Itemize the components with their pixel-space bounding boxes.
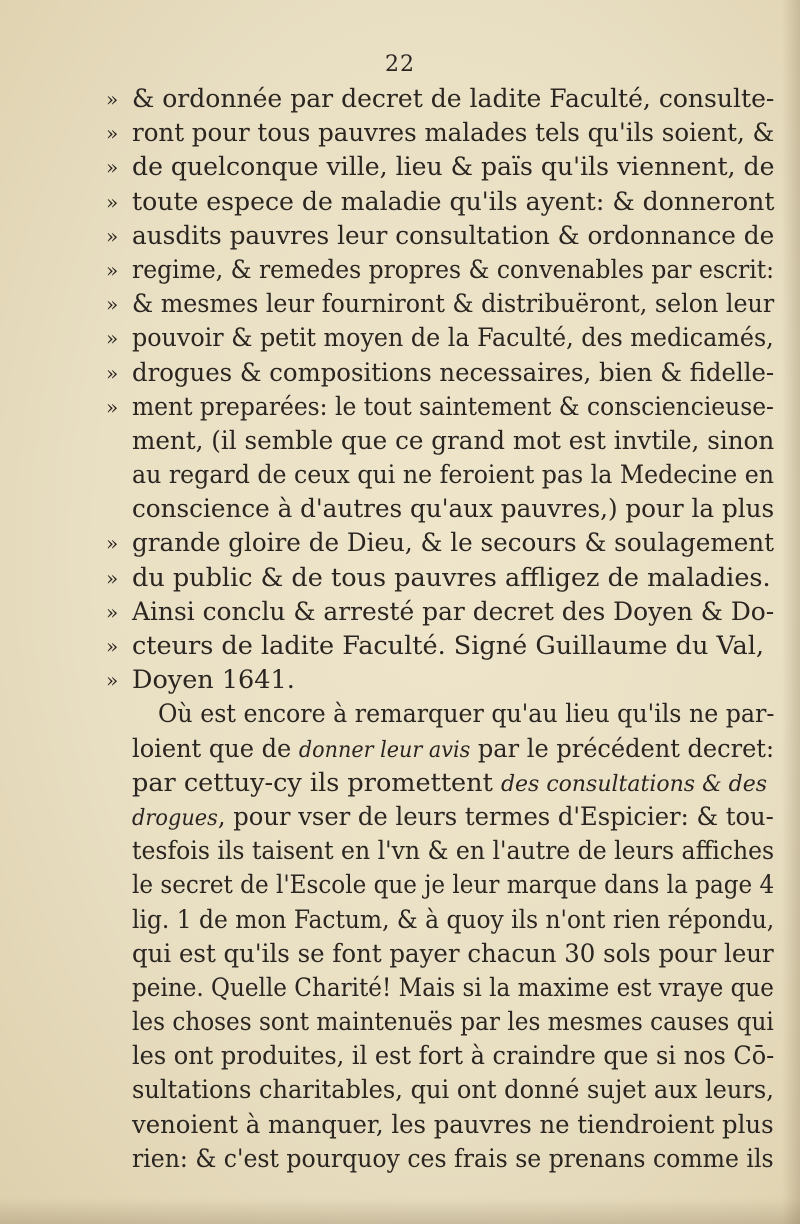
text-line bbox=[106, 390, 776, 424]
text-line bbox=[106, 321, 776, 355]
text-segment: Ainsi conclu & arresté par decret des Doyen & Do- bbox=[132, 596, 775, 627]
text-line bbox=[106, 903, 776, 937]
quotation-mark: » bbox=[106, 292, 119, 317]
text-line bbox=[106, 766, 776, 800]
text-segment: du public & de tous pauvres affligez de maladies. bbox=[132, 562, 771, 593]
quotation-mark: » bbox=[106, 155, 119, 180]
line-text bbox=[132, 492, 774, 526]
italic-phrase: drogues bbox=[132, 805, 218, 831]
text-line bbox=[106, 1142, 776, 1176]
text-segment: rien: & c'est pourquoy ces frais se prenans comme ils bbox=[132, 1143, 774, 1174]
text-line bbox=[106, 971, 776, 1005]
line-text bbox=[132, 1005, 774, 1039]
line-text bbox=[158, 697, 774, 731]
line-text bbox=[132, 287, 774, 321]
line-text bbox=[132, 937, 774, 971]
text-line bbox=[106, 595, 776, 629]
text-segment: par cettuy-cy ils promettent bbox=[132, 767, 501, 798]
text-segment: qui est qu'ils se font payer chacun 30 sols pour leur bbox=[132, 938, 774, 969]
text-segment: tesfois ils taisent en l'vn & en l'autre de leurs affiches bbox=[132, 836, 775, 867]
body-text bbox=[106, 82, 776, 1176]
line-text bbox=[132, 732, 774, 766]
text-line bbox=[106, 185, 776, 219]
line-text bbox=[132, 185, 774, 219]
line-text bbox=[132, 561, 771, 595]
line-text bbox=[132, 219, 774, 253]
text-segment: Où est encore à remarquer qu'au lieu qu'ils ne par- bbox=[158, 699, 775, 730]
text-line bbox=[106, 526, 776, 560]
quotation-mark: » bbox=[106, 257, 119, 282]
quotation-mark: » bbox=[106, 189, 119, 214]
quotation-mark: » bbox=[106, 360, 119, 385]
line-text bbox=[132, 321, 774, 355]
page-edge-shadow-right bbox=[782, 0, 800, 1224]
quotation-mark: » bbox=[106, 121, 119, 146]
text-segment: , pour vser de leurs termes d'Espicier: & tou- bbox=[217, 801, 774, 832]
line-text bbox=[132, 1039, 774, 1073]
text-line bbox=[106, 732, 776, 766]
line-text bbox=[132, 595, 774, 629]
text-segment: ausdits pauvres leur consultation & ordonnance de bbox=[132, 220, 775, 251]
line-text bbox=[132, 390, 774, 424]
text-segment: regime, & remedes propres & convenables par escrit: bbox=[132, 254, 775, 285]
quotation-mark: » bbox=[106, 565, 119, 590]
text-line bbox=[106, 82, 776, 116]
quotation-mark: » bbox=[106, 326, 119, 351]
text-segment: les ont produites, il est fort à craindre que si nos Cō- bbox=[132, 1041, 775, 1072]
text-segment: peine. Quelle Charité! Mais si la maxime est vraye que bbox=[132, 972, 774, 1003]
line-text bbox=[132, 82, 774, 116]
text-segment: grande gloire de Dieu, & le secours & soulagement bbox=[132, 528, 775, 559]
quotation-mark: » bbox=[106, 87, 119, 111]
text-line bbox=[106, 629, 776, 663]
line-text bbox=[132, 629, 764, 663]
text-segment: drogues & compositions necessaires, bien & fidelle- bbox=[132, 357, 775, 388]
line-text bbox=[132, 1073, 774, 1107]
italic-phrase: des consultations & des bbox=[500, 771, 768, 797]
text-line bbox=[106, 116, 776, 150]
page-number: 22 bbox=[385, 52, 415, 77]
line-text bbox=[132, 253, 774, 287]
text-segment: sultations charitables, qui ont donné sujet aux leurs, bbox=[132, 1075, 774, 1106]
text-line bbox=[106, 150, 776, 184]
text-segment: de quelconque ville, lieu & païs qu'ils viennent, de bbox=[132, 152, 775, 183]
text-line bbox=[106, 663, 776, 697]
line-text bbox=[132, 356, 774, 390]
text-line bbox=[106, 1073, 776, 1107]
text-line bbox=[106, 424, 776, 458]
line-text bbox=[132, 800, 774, 834]
text-line bbox=[106, 253, 776, 287]
line-text bbox=[132, 663, 295, 697]
line-text bbox=[132, 971, 774, 1005]
text-segment: & ordonnée par decret de ladite Faculté, consulte- bbox=[132, 84, 775, 114]
text-segment: Doyen 1641. bbox=[132, 665, 295, 696]
line-text bbox=[132, 1142, 774, 1176]
quotation-mark: » bbox=[106, 394, 119, 419]
text-line bbox=[106, 287, 776, 321]
line-text bbox=[132, 150, 774, 184]
text-line bbox=[106, 219, 776, 253]
text-segment: ment preparées: le tout saintement & consciencieuse- bbox=[132, 391, 774, 422]
text-segment: le secret de l'Escole que je leur marque dans la page 4 bbox=[132, 870, 775, 901]
text-line bbox=[106, 356, 776, 390]
text-line bbox=[106, 937, 776, 971]
text-segment: ront pour tous pauvres malades tels qu'ils soient, & bbox=[132, 118, 775, 149]
text-segment: toute espece de maladie qu'ils ayent: & donneront bbox=[132, 186, 775, 217]
line-text bbox=[132, 868, 774, 902]
text-segment: les choses sont maintenuës par les mesmes causes qui bbox=[132, 1007, 774, 1038]
quotation-mark: » bbox=[106, 599, 119, 624]
line-text bbox=[132, 766, 767, 800]
text-segment: au regard de ceux qui ne feroient pas la Medecine en bbox=[132, 460, 775, 491]
line-text bbox=[132, 1108, 774, 1142]
text-line bbox=[106, 1039, 776, 1073]
text-segment: lig. 1 de mon Factum, & à quoy ils n'ont rien répondu, bbox=[132, 904, 775, 935]
text-line bbox=[106, 458, 776, 492]
page-edge-shadow-bottom bbox=[0, 1198, 800, 1224]
text-segment: cteurs de ladite Faculté. Signé Guillaume du Val, bbox=[132, 631, 765, 661]
quotation-mark: » bbox=[106, 634, 119, 658]
line-text bbox=[132, 424, 774, 458]
text-line bbox=[106, 800, 776, 834]
line-text bbox=[132, 903, 774, 937]
text-line bbox=[106, 868, 776, 902]
text-segment: & mesmes leur fourniront & distribuëront, selon leur bbox=[132, 289, 775, 320]
italic-phrase: donner leur avis bbox=[298, 737, 471, 763]
quotation-mark: » bbox=[106, 531, 119, 556]
text-segment: loient que de bbox=[132, 733, 299, 764]
text-line bbox=[106, 1108, 776, 1142]
text-line bbox=[106, 561, 776, 595]
text-line bbox=[106, 834, 776, 868]
line-text bbox=[132, 834, 774, 868]
text-segment: pouvoir & petit moyen de la Faculté, des medicamés, bbox=[132, 323, 774, 354]
line-text bbox=[132, 526, 774, 560]
quotation-mark: » bbox=[106, 668, 119, 693]
text-segment: ment, (il semble que ce grand mot est invtile, sinon bbox=[132, 425, 775, 456]
text-segment: par le précédent decret: bbox=[470, 733, 775, 764]
line-text bbox=[132, 458, 774, 492]
text-line bbox=[106, 1005, 776, 1039]
line-text bbox=[132, 116, 774, 150]
text-segment: conscience à d'autres qu'aux pauvres,) pour la plus bbox=[132, 494, 775, 525]
text-segment: venoient à manquer, les pauvres ne tiendroient plus bbox=[132, 1109, 774, 1140]
quotation-mark: » bbox=[106, 223, 119, 248]
text-line bbox=[106, 697, 776, 731]
text-line bbox=[106, 492, 776, 526]
